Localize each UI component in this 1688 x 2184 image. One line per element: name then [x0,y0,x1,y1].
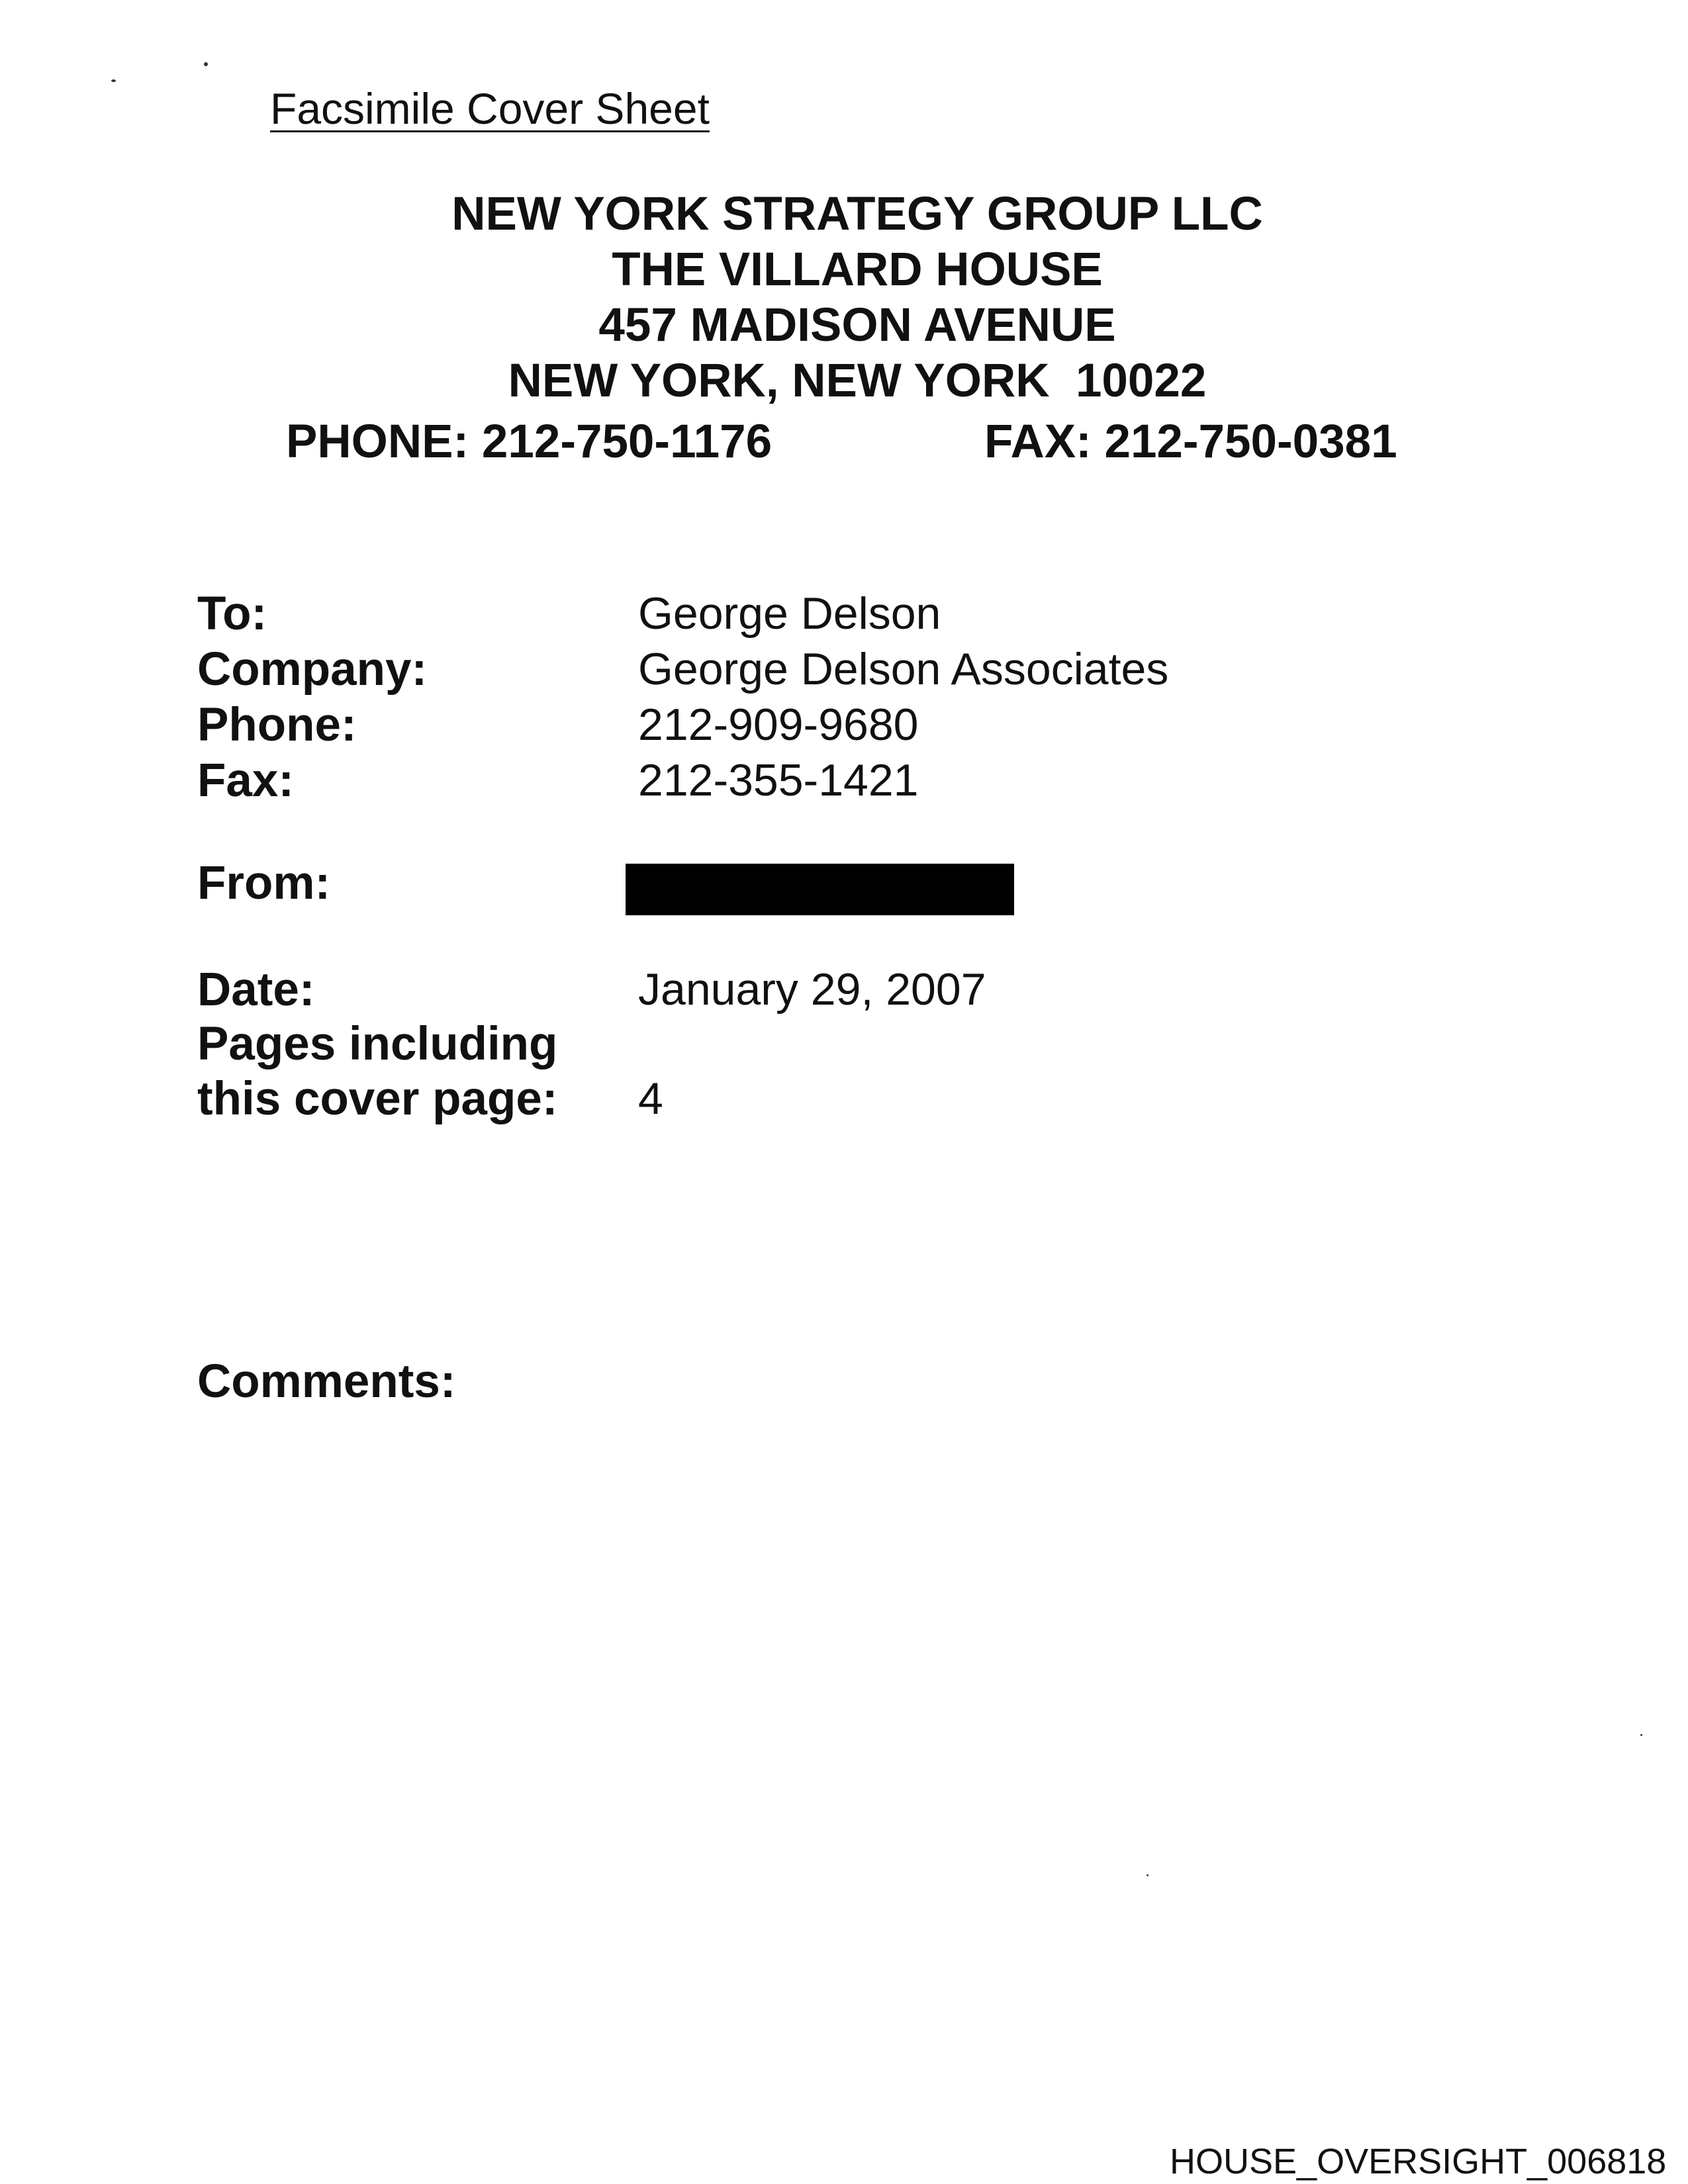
letterhead-company: NEW YORK STRATEGY GROUP LLC [451,188,1263,240]
fax-value: 212-355-1421 [638,755,919,805]
phone-label: Phone: [197,699,357,751]
pages-label-line2: this cover page: [197,1073,558,1125]
phone-value: 212-909-9680 [638,700,919,750]
scan-speck [204,62,208,66]
pages-label-line1: Pages including [197,1018,558,1070]
document-title: Facsimile Cover Sheet [270,84,710,133]
letterhead-street: 457 MADISON AVENUE [598,299,1116,351]
scan-speck [111,79,116,82]
letterhead-city: NEW YORK, NEW YORK 10022 [508,355,1207,407]
scan-speck [1147,1874,1149,1876]
pages-value: 4 [638,1073,663,1124]
to-value: George Delson [638,588,941,639]
date-label: Date: [197,964,315,1016]
letterhead-phone: PHONE: 212-750-1176 [286,416,773,468]
scan-speck [1640,1734,1642,1736]
fax-label: Fax: [197,754,294,807]
bates-number: HOUSE_OVERSIGHT_006818 [1170,2142,1667,2181]
to-label: To: [197,588,267,640]
letterhead-fax: FAX: 212-750-0381 [984,416,1397,468]
from-label: From: [197,857,331,909]
company-label: Company: [197,643,428,696]
company-value: George Delson Associates [638,644,1169,694]
date-value: January 29, 2007 [638,964,986,1015]
letterhead-building: THE VILLARD HOUSE [612,244,1103,296]
letterhead [0,187,1688,409]
comments-label: Comments: [197,1355,456,1408]
redaction-block [626,864,1014,915]
